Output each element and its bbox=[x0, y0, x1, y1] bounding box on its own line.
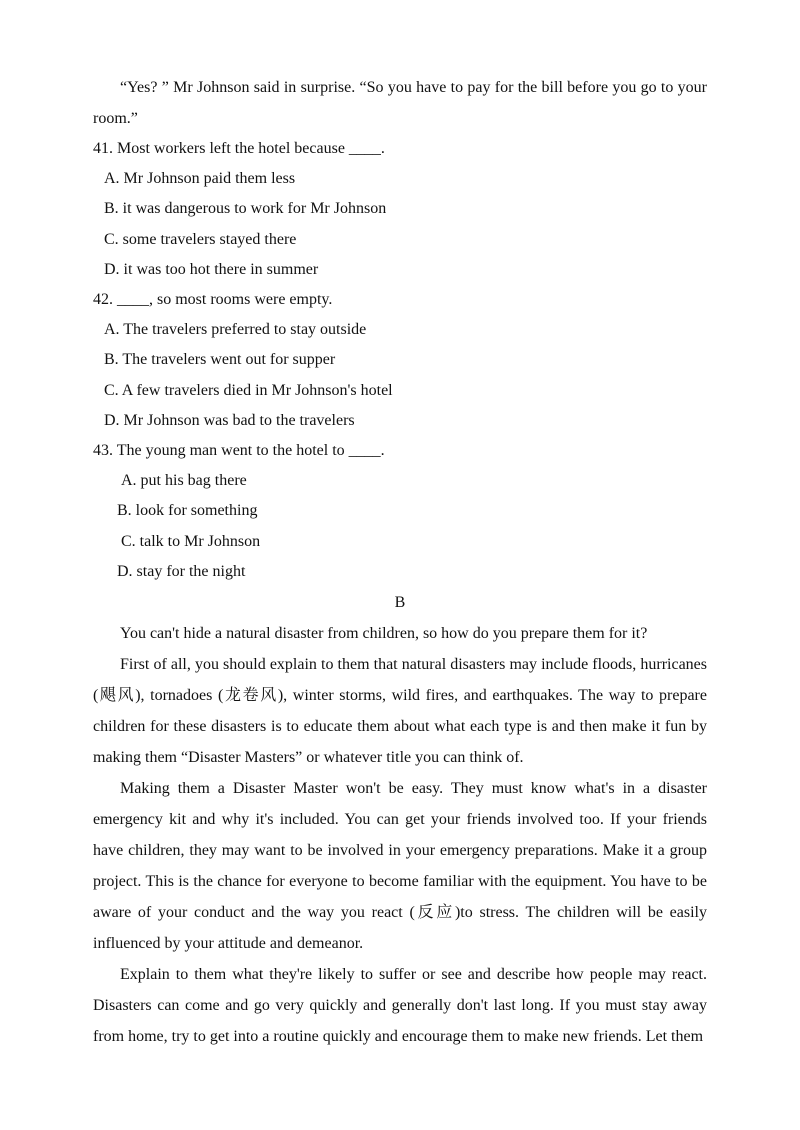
section-b-paragraph-3: Making them a Disaster Master won't be easy. They must know what's in a disaster emergency kit and why it's included. You can get your friends involved too. If your friends have children, they may want to be involved in your emergency preparations. Make it a group project. This is the chance for everyone to become familiar with the equipment. You have to be aware of your conduct and the way you react (反应)to stress. The children will be easily influenced by your attitude and demeanor. bbox=[93, 780, 707, 953]
question-41 bbox=[93, 134, 707, 285]
passage-a-closing-paragraph: “Yes? ” Mr Johnson said in surprise. “So you have to pay for the bill before you go to your room.” bbox=[93, 79, 707, 127]
question-43-option-c: C. talk to Mr Johnson bbox=[121, 532, 261, 550]
question-42-option-c: C. A few travelers died in Mr Johnson's hotel bbox=[104, 381, 393, 399]
question-42-option-a: A. The travelers preferred to stay outside bbox=[104, 321, 367, 339]
question-41-option-d: D. it was too hot there in summer bbox=[104, 260, 319, 278]
question-43-option-a: A. put his bag there bbox=[121, 472, 247, 490]
question-42-option-b: B. The travelers went out for supper bbox=[104, 351, 336, 369]
question-43 bbox=[93, 436, 707, 587]
section-b-paragraph-4: Explain to them what they're likely to suffer or see and describe how people may react. Disasters can come and go very quickly and generally don't last long. If you must stay away from home, try to get into a routine quickly and encourage them to make new friends. Let them bbox=[93, 966, 707, 1046]
question-stem: 43. The young man went to the hotel to ____. bbox=[93, 442, 385, 460]
question-43-option-b: B. look for something bbox=[117, 502, 258, 520]
question-stem: 42. ____, so most rooms were empty. bbox=[93, 291, 333, 309]
section-b-heading: B bbox=[394, 594, 406, 612]
section-b-paragraph-1: You can't hide a natural disaster from children, so how do you prepare them for it? bbox=[120, 625, 648, 643]
question-42 bbox=[93, 285, 707, 436]
question-41-option-b: B. it was dangerous to work for Mr Johnson bbox=[104, 200, 387, 218]
question-43-option-d: D. stay for the night bbox=[117, 562, 246, 580]
document-page bbox=[93, 72, 707, 1052]
section-b-paragraph-2: First of all, you should explain to them that natural disasters may include floods, hurricanes (飓风), tornadoes (龙卷风), winter storms, wild fires, and earthquakes. The way to prepare children for these disasters is to educate them about what each type is and then make it fun by making them “Disaster Masters” or whatever title you can think of. bbox=[93, 656, 707, 767]
question-41-option-c: C. some travelers stayed there bbox=[104, 230, 297, 248]
question-stem: 41. Most workers left the hotel because ____. bbox=[93, 140, 385, 157]
question-41-option-a: A. Mr Johnson paid them less bbox=[104, 170, 296, 188]
question-42-option-d: D. Mr Johnson was bad to the travelers bbox=[104, 411, 355, 429]
